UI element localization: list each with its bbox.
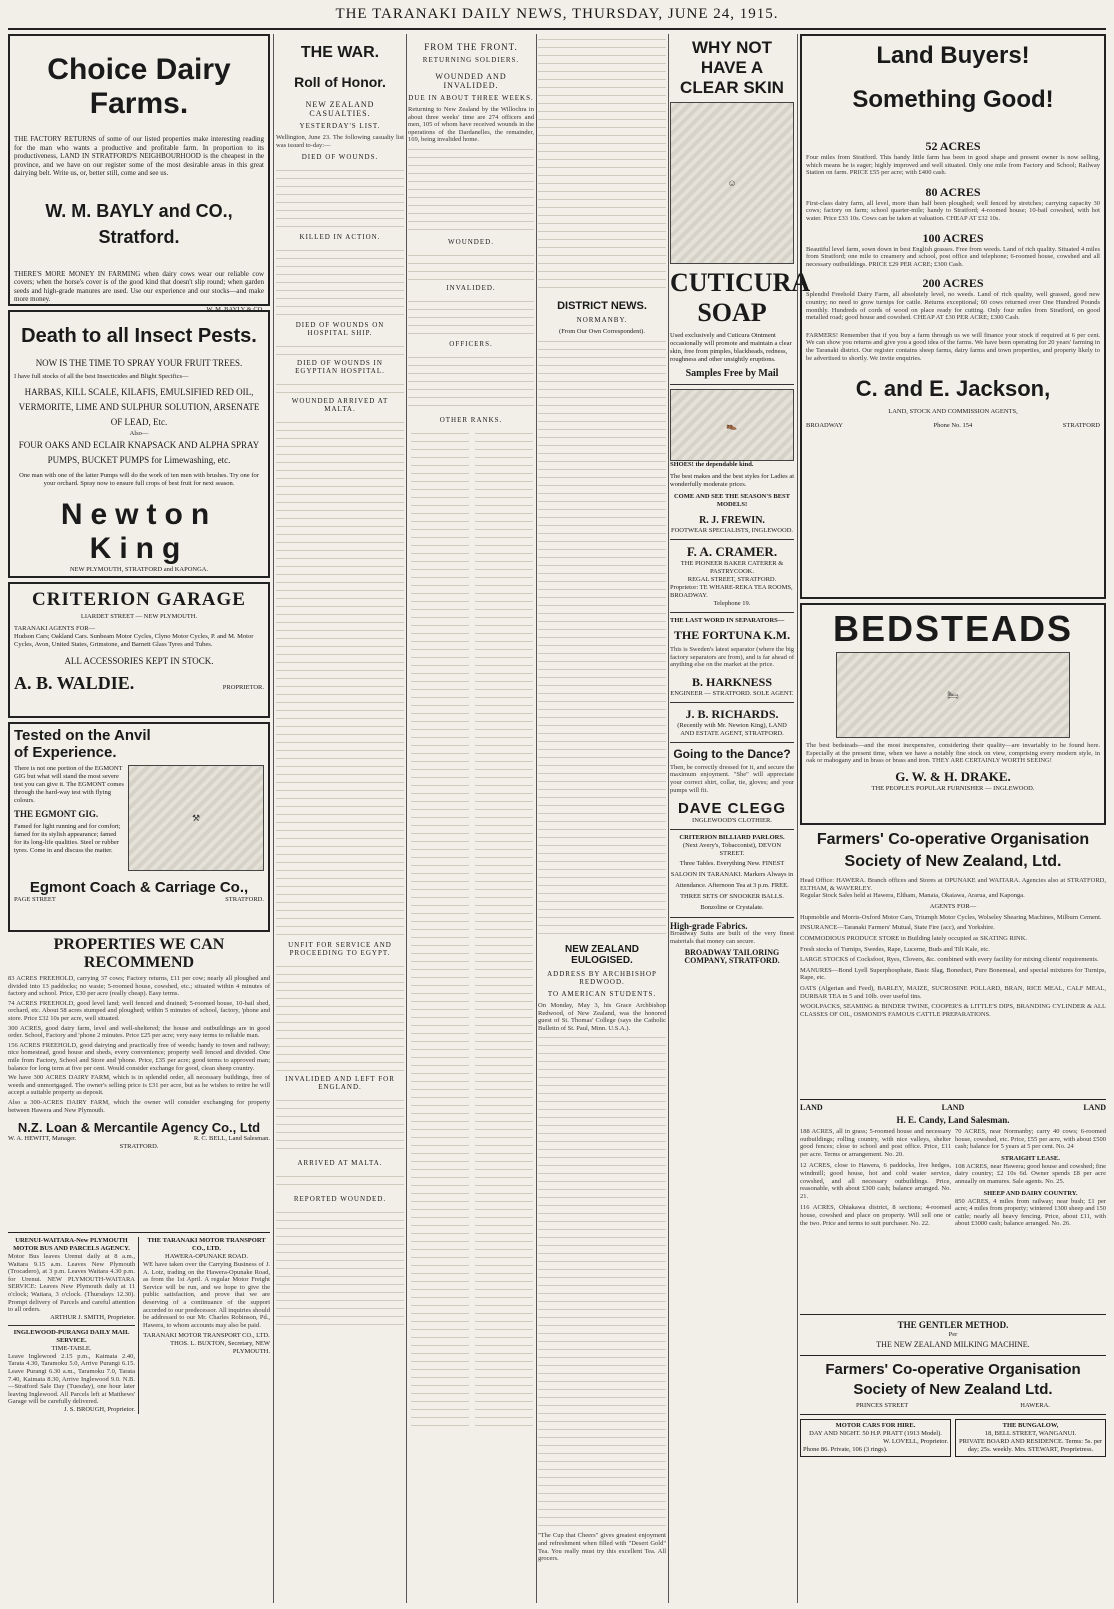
ad-sub: (Recently with Mr. Newton King), LAND AND ESTATE AGENT, STRATFORD. — [677, 721, 787, 737]
ad-street: 18, BELL STREET, WANGANUI. — [984, 1430, 1077, 1437]
ad-firm: TARANAKI MOTOR TRANSPORT CO., LTD. — [143, 1332, 270, 1340]
land-item: 12 ACRES, close to Hawera, 6 paddocks, live hedges, windmill; good house, hot and cold water service, cowshed, and all necessary outbuildings. Price, reasonable, with about £300 cash; balance arranged. No. 21. — [800, 1162, 951, 1200]
service-item: WOOLPACKS, SEAMING & BINDER TWINE, COOPER'S & LITTLE'S DIPS, BRANDING CYLINDER & ALL CLASSES OF OIL, OSMOND'S FAMOUS CATTLE PREPARATIONS. — [800, 1003, 1106, 1018]
intro: Returning to New Zealand by the Willochra in about three weeks' time are 274 officers and men, 105 of whom have received wounds in the operations of the Dardanelles, the remainder, 169, being invalided home. — [408, 106, 534, 144]
ad-milking-machine — [800, 1315, 1106, 1356]
ad-sample: Samples Free by Mail — [685, 368, 779, 379]
acres-heading: 80 ACRES — [925, 184, 981, 199]
ad-role: INGLEWOOD'S CLOTHIER. — [692, 817, 772, 825]
ad-cta: COME AND SEE THE SEASON'S BEST MODELS! — [673, 493, 791, 508]
ad-line: One man with one of the latter Pumps will do the work of ten men with brushes. Try one for your orchard. Spray now to ensure full crops of best fruit for next season. — [19, 472, 259, 487]
property-item: Also a 300-ACRES DAIRY FARM, which the owner will consider exchanging for property between Hawera and New Plymouth. — [8, 1098, 270, 1114]
woman-illustration: ☺ — [670, 102, 794, 264]
land-item: 188 ACRES, all in grass; 5-roomed house and necessary outbuildings; rolling country, with nice valleys, shelter good fences; close to school and post office. Price, £11 per acre. Terms or arrangement. No. 20. — [800, 1128, 951, 1158]
ad-body: Famed for light running and for comfort; famed for its stylish appearance; famed for its long-life qualities. Steel or rubber tyres. Come in and discuss the matter. — [14, 823, 121, 854]
land-label: LAND — [1083, 1103, 1106, 1112]
ad-body: Then, be correctly dressed for it, and secure the maximum enjoyment. "She" will appreciate your correct shirt, collar, tie, gloves; and your pumps will fit. — [670, 763, 794, 794]
masthead-rule — [8, 28, 1106, 30]
ad-firm: G. W. & H. DRAKE. — [895, 768, 1011, 784]
ad-firm: F. A. CRAMER. — [686, 544, 778, 559]
ad-firm: C. and E. Jackson, — [855, 376, 1051, 402]
ad-title: THE TARANAKI MOTOR TRANSPORT CO., LTD. — [147, 1237, 266, 1252]
subheadline: Roll of Honor. — [294, 74, 386, 90]
ad-motor-cars — [800, 1419, 951, 1457]
list-heading: WOUNDED ARRIVED AT MALTA. — [291, 397, 389, 414]
ad-title: Land Buyers! — [876, 42, 1030, 69]
land-item: 850 ACRES, 4 miles from railway; near bush; £1 per acre; 4 miles from property; wintered 1300 sheep and 150 cattle; nearly all heavy fencing. Price, about £11, with about £3000 cash; balance arranged. No. 26. — [955, 1197, 1106, 1228]
ad-firm: R. J. FREWIN. — [699, 515, 765, 526]
ad-frewin-shoes — [670, 385, 794, 540]
service-item: LARGE STOCKS of Cocksfoot, Ryes, Clovers, &c. combined with every facility for mixing clients' requirements. — [800, 956, 1099, 964]
ad-cars: Hudson Cars; Oakland Cars. Sunbeam Motor Cycles, Clyno Motor Cycles, P. and M. Motor Cycles, Avon, United States, Grimstone, and Barnett Glass Tyres and Tubes. — [14, 633, 254, 648]
ad-sub: (Next Avery's, Tobacconist), DEVON STREET. — [682, 842, 782, 858]
column-divider — [273, 34, 274, 1603]
ad-body: WE have taken over the Carrying Business of J. A. Lotz, trading on the Hawera-Opunake Road, as from the 1st April. A regular Motor Freight Service will be run, and we hope to give the public satisfaction, and prove that we are deserving of a continuance of the support accorded to our predecessor. All inquiries should be addressed to our Mr. Charles Robinson, Pd., Hawera, to whom accounts may also be paid. — [143, 1261, 270, 1329]
ad-caption: SHOES! the dependable kind. — [670, 461, 754, 468]
ad-town: STRATFORD. — [119, 1143, 159, 1151]
ad-firm: W. M. BAYLY and CO., Stratford. — [45, 200, 233, 247]
ad-note: THERE'S MORE MONEY IN FARMING when dairy cows wear our reliable cow covers; when the horse's cover is of the good kind that doesn't slip round; when garden seeds and high-grade manures are used. Use our experience and our stocks—and make more money. — [14, 269, 264, 303]
ad-line: I have full stocks of all the best Insecticides and Blight Specifics— — [14, 373, 189, 380]
ad-signature: THOS. L. BUXTON, Secretary, NEW PLYMOUTH. — [170, 1340, 270, 1356]
ad-signature: W. M. BAYLY & CO. — [206, 305, 264, 313]
ad-firm: N.Z. Loan & Mercantile Agency Co., Ltd — [17, 1120, 261, 1136]
ad-firm: B. HARKNESS — [691, 674, 773, 689]
column-2-war — [276, 34, 404, 1603]
ad-line: FOUR OAKS AND ECLAIR KNAPSACK AND ALPHA SPRAY PUMPS, BUCKET PUMPS for Limewashing, etc. — [18, 440, 260, 465]
section-heading: YESTERDAY'S LIST. — [299, 122, 381, 130]
ad-properties — [8, 936, 270, 1233]
ad-sub: LAND, STOCK AND COMMISSION AGENTS, — [888, 408, 1018, 416]
column-1 — [8, 34, 270, 1603]
ad-salesman: H. E. Candy, Land Salesman. — [896, 1115, 1010, 1125]
ad-title: URENUI-WAITARA-New PLYMOUTH MOTOR BUS AND PARCELS AGENCY. — [13, 1237, 130, 1252]
ad-egmont-gig — [8, 722, 270, 932]
section-heading: DUE IN ABOUT THREE WEEKS. — [408, 94, 534, 102]
list-heading: OTHER RANKS. — [439, 415, 503, 424]
headline: THE WAR. — [300, 44, 380, 61]
ad-manager: W. A. HEWITT, Manager. — [8, 1135, 77, 1143]
headline: FROM THE FRONT. — [424, 42, 518, 52]
ad-firm: Newton King — [60, 498, 218, 565]
ad-title: THE BUNGALOW, — [1002, 1422, 1059, 1429]
service-item: MANURES—Bond Lyell Superphosphate, Basic Slag, Boneduct, Pure Bonemeal, and special mixtures for Turnips, Rape, etc. — [800, 966, 1106, 982]
ad-land-candy — [800, 1100, 1106, 1315]
property-item: 156 ACRES FREEHOLD, good dairying and practically free of weeds; handy to town and railway; nice homestead, good house and sheds, every convenience; property well fenced and divided. One mile from Factory, School and Store and 'phone. Price, £35 per acre; good terms to approved man; balance for long term at five per cent. Would consider exchange for good, clean sheep country. — [8, 1041, 270, 1072]
ad-body: The best bedsteads—and the most inexpensive, considering their quality—are invariably to be found here. Especially at the present time, when we have a notably fine stock on view, comprising every modern style, in oak or mahogany and in brass or brass and iron. THEY ARE CERTAINLY WORTH SEEING! — [806, 742, 1100, 765]
list-heading: OFFICERS. — [449, 339, 493, 348]
land-subheading: STRAIGHT LEASE. — [1001, 1154, 1060, 1162]
ad-town: STRATFORD. — [225, 896, 264, 903]
ad-body: Leave Inglewood 2.15 p.m., Kaimata 2.40, Tarata 4.30, Taramoku 5.0, Arrive Purangi 6.15. Leave Purangi 6.30 a.m., Taramoku 7.0, Tarata 7.40, Kaimata 8.30, Arrive Inglewood 9.0. N.B.—Stratford Sale Day (Tuesday), one hour later leaving Inglewood. All Parcels left at Matthews' Garage will be carefully delivered. — [8, 1352, 135, 1406]
ad-title: Going to the Dance? — [673, 746, 791, 761]
ad-fortuna — [670, 613, 794, 703]
acres-body: Beautiful level farm, sown down in best English grasses. Free from weeds. Land of rich quality. Situated 4 miles from Stratford; one mile to creamery and school, post office and telephone; 6-roomed house, cowshed and all necessary outbuildings. PRICE £29 PER ACRE; £300 Cash. — [806, 245, 1100, 268]
ad-line: Also— — [129, 430, 149, 437]
ad-street: PAGE STREET — [14, 896, 56, 903]
property-item: 83 ACRES FREEHOLD, carrying 37 cows; Factory returns, £11 per cow; nearly all ploughed and divided into 13 paddocks; no waste; 5-roomed house, cowshed, etc.; situated within 4 minutes of factory and school. Price, £30 per acre (really cheap). Easy terms. — [8, 975, 270, 998]
land-item: 108 ACRES, near Hawera; good house and cowshed; fine dairy country; £2 10s 6d. Owner spends £8 per acre annually on manures. Sale agents. No. 25. — [955, 1162, 1106, 1185]
ad-note: FARMERS! Remember that if you buy a farm through us we will finance your stock if required at 6 per cent. We can show you returns and give you a good idea of the farms. We have been operating for 20 years' farming in the Taranaki district. Our register contains sheep farms, dairy farms and town properties, and property likely to be advertised to shortly. We invite enquiries. — [806, 331, 1100, 362]
ad-role: ENGINEER — STRATFORD. SOLE AGENT. — [670, 689, 794, 697]
ad-billiards — [670, 830, 794, 918]
ad-body: Broadway Suits are built of the very finest materials that money can secure. — [670, 930, 794, 945]
ad-body: Used exclusively and Cuticura Ointment occasionally will promote and maintain a clear skin, free from pimples, blackheads, redness, roughness and other unsightly eruptions. — [670, 332, 792, 363]
ad-title: Choice Dairy Farms. — [47, 53, 231, 120]
ad-street: REGAL STREET, STRATFORD. — [687, 576, 777, 583]
ad-motor-bus — [8, 1237, 139, 1414]
byline: (From Our Own Correspondent). — [559, 328, 645, 335]
list-heading: KILLED IN ACTION. — [299, 233, 381, 242]
ad-firm: A. B. WALDIE. — [14, 673, 135, 693]
ad-body: Proprietor: TE WHARE-REKA TEA ROOMS, BROADWAY. — [670, 584, 793, 599]
section-heading: WOUNDED AND INVALIDED. — [435, 72, 507, 90]
ad-salesman: R. C. BELL, Land Salesman. — [193, 1135, 270, 1143]
intro: On Monday, May 3, his Grace Archbishop Redwood, of New Zealand, was the honored guest of St. Thomas' College (says the Catholic Bulletin of St. Paul, Minn. U.S.A.). — [538, 1002, 666, 1032]
ad-per: Per — [948, 1331, 958, 1338]
ad-line: HARBAS, KILL SCALE, KILAFIS, EMULSIFIED RED OIL, VERMORITE, LIME AND SULPHUR SOLUTION, ARSENATE OF LEAD, Etc. — [18, 387, 260, 427]
ad-farmers-cooperative — [800, 829, 1106, 1100]
ad-cuticura — [670, 38, 811, 385]
shoe-illustration: 👞 — [670, 389, 794, 461]
ad-body: This is Sweden's latest separator (where the big factory separators are from), and is far ahead of anything else on the market at the price. — [670, 646, 794, 669]
ad-line: NOW IS THE TIME TO SPRAY YOUR FRUIT TREES. — [35, 358, 243, 368]
ad-title: Tested on the Anvil of Experience. — [14, 727, 151, 761]
ad-title: Death to all Insect Pests. — [21, 325, 257, 347]
ad-offices: Head Office: HAWERA. Branch offices and Stores at OPUNAKE and WAITARA. Agencies also at STRATFORD, ELTHAM, & WAVERLEY. — [800, 877, 1106, 892]
ad-title: MOTOR CARS FOR HIRE. — [835, 1422, 916, 1429]
column-6 — [800, 34, 1106, 1603]
ad-title: BEDSTEADS — [832, 608, 1074, 649]
ad-signature: ARTHUR J. SMITH, Proprietor. — [50, 1313, 135, 1321]
column-divider — [406, 34, 407, 1603]
list-heading: DIED OF WOUNDS ON HOSPITAL SHIP. — [295, 321, 385, 338]
ad-sub: THE PIONEER BAKER CATERER & PASTRYCOOK. — [680, 560, 784, 575]
ad-street: PRINCES STREET — [856, 1402, 909, 1409]
dateline: Wellington, June 23. The following casualty list was issued to-day:— — [276, 134, 404, 149]
acres-heading: 200 ACRES — [922, 276, 984, 291]
service-item: COMMODIOUS PRODUCE STORE in Building lately occupied as SKATING RINK. — [800, 934, 1028, 942]
ad-title: INGLEWOOD-PURANGI DAILY MAIL SERVICE. — [13, 1328, 130, 1344]
ad-body: THE NEW ZEALAND MILKING MACHINE. — [876, 1340, 1030, 1349]
ad-body: Three Tables. Everything New. FINEST SALOON IN TARANAKI. Markers Always in Attendance. Afternoon Tea at 3 p.m. FREE. THREE SETS OF SNOOKER BALLS. Bonzoline or Crystalate. — [670, 860, 794, 912]
ad-accessories: ALL ACCESSORIES KEPT IN STOCK. — [64, 656, 214, 666]
ad-role: FOOTWEAR SPECIALISTS, INGLEWOOD. — [670, 527, 794, 534]
ad-title: High-grade Fabrics. — [670, 921, 748, 932]
ad-body: PRIVATE BOARD AND RESIDENCE. Terms: 5s. per day; 25s. weekly. Mrs. STEWART, Proprietress. — [958, 1438, 1103, 1453]
ad-title: CRITERION BILLIARD PARLORS. — [679, 834, 785, 842]
ad-insect-pests — [8, 310, 270, 578]
acres-heading: 100 ACRES — [922, 230, 984, 245]
ad-dave-clegg — [670, 743, 794, 830]
ad-signature: J. S. BROUGH, Proprietor. — [64, 1405, 135, 1413]
subheadline: TO AMERICAN STUDENTS. — [547, 990, 657, 998]
service-item: Fresh stocks of Turnips, Swedes, Rape, Lucerne, Buds and Tilt Kale, etc. — [800, 945, 990, 953]
ad-street: LIARDET STREET — NEW PLYMOUTH. — [80, 613, 198, 620]
ad-street: BROADWAY — [806, 422, 843, 430]
land-item: 70 ACRES, near Normanby; carry 40 cows; 6-roomed house, cowshed, etc. Price, £55 per acre, with about £500 cash; balance for 5 years at 5 per cent. No. 24 — [955, 1128, 1106, 1151]
ad-motor-transport — [143, 1237, 270, 1414]
ad-body: THE FACTORY RETURNS of some of our listed properties make interesting reading for the man who wants a productive and profitable farm. In proportion to its productiveness, LAND IN STRATFORD'S NEIGHBOURHOOD is the cheapest in the province, and we have on our register some of the most desirable areas in this great dairying belt. Write us, or, better still, come and see us. — [14, 135, 264, 177]
headline: NEW ZEALAND EULOGISED. — [565, 944, 639, 966]
bottom-ads — [800, 1419, 1106, 1457]
ad-title: PROPERTIES WE CAN RECOMMEND — [53, 936, 225, 971]
subheadline: RETURNING SOLDIERS. — [422, 56, 520, 64]
ad-sub: THE EGMONT GIG. — [14, 809, 99, 819]
property-item: 74 ACRES FREEHOLD, good level land; well fenced and drained; 5-roomed house, 10-bail shed, orchard, etc. About 58 acres stumped and ploughed; within 5 minutes of school, factory, 'phone and store. Price £32 10s per acre, well situated. — [8, 999, 270, 1022]
ad-title: Farmers' Co-operative Organisation Society of New Zealand Ltd. — [825, 1361, 1081, 1398]
ad-agents: AGENTS FOR— — [929, 902, 977, 910]
ad-body: DAY AND NIGHT. 50 H.P. PRATT (1913 Model). — [809, 1430, 942, 1437]
ad-brand: CUTICURA SOAP — [670, 268, 811, 327]
ad-land-buyers — [800, 34, 1106, 599]
ad-signature: W. LOVELL, Proprietor. — [883, 1438, 948, 1445]
ad-firm: J. B. RICHARDS. — [685, 706, 779, 721]
column-5 — [670, 34, 811, 1603]
land-subheading: SHEEP AND DAIRY COUNTRY. — [983, 1189, 1078, 1197]
land-item: 116 ACRES, Ohiakawa district, 8 sections; 4-roomed house, cowshed and place on property. Will sell one or the two. Price and terms to suit purchaser. No. 22. — [800, 1204, 951, 1227]
list-heading: WOUNDED. — [448, 237, 494, 246]
ad-title: WHY NOT HAVE A CLEAR SKIN — [680, 38, 784, 97]
property-item: We have 300 ACRES DAIRY FARM, which is in splendid order, all necessary buildings, free of weeds and unmortgaged. The owner's selling price is £31 per acre, but as he wishes to retire he will accept a suitable property as deposit. — [8, 1074, 270, 1097]
ad-phone: Phone No. 154 — [933, 422, 973, 430]
headline: DISTRICT NEWS. — [557, 300, 647, 312]
ad-criterion-garage — [8, 582, 270, 718]
ad-broadway-tailoring — [670, 918, 794, 969]
ad-firm: DAVE CLEGG — [677, 800, 787, 818]
land-label: LAND — [941, 1103, 965, 1112]
subheadline: NORMANBY. — [576, 316, 628, 324]
ad-cramer — [670, 540, 794, 613]
ad-body: Motor Bus leaves Urenui daily at 8 a.m., Waitara 9.15 a.m. Leaves New Plymouth (Trocadero), at 3 p.m. Leaves Waitara 4.30 p.m. for Urenui. NEW PLYMOUTH-WAITARA SERVICE: Leaves New Plymouth daily at 11 o'clock; Waitara, 3 o'clock. (Thursdays 12.30). Prompt delivery of Parcels and careful attention to all orders. — [8, 1253, 135, 1314]
column-divider — [668, 34, 669, 1603]
ad-firm: BROADWAY TAILORING COMPANY, STRATFORD. — [684, 948, 780, 966]
ad-role: PROPRIETOR. — [222, 684, 264, 691]
ad-phone: Phone 86. Private, 106 (3 rings). — [803, 1446, 888, 1453]
acres-body: First-class dairy farm, all level, more than half been ploughed; well fenced by stretches; carrying capacity 30 cows; factory on farm; school quarter-mile; handy to Stratford; 4-roomed house; 10-bail cowshed, with hot water. Price £33 10s. Cows can be taken at valuation. CHEAP AT £32 10s. — [806, 199, 1100, 222]
column-3-front — [408, 34, 534, 1603]
ad-sub: HAWERA-OPUNAKE ROAD. — [165, 1253, 248, 1260]
blacksmith-illustration: ⚒ — [128, 765, 264, 871]
ad-sales: Regular Stock Sales held at Hawera, Eltham, Manaia, Okaiawa, Ararua, and Kaponga. — [800, 892, 1025, 900]
land-label: LAND — [800, 1103, 823, 1112]
list-heading: REPORTED WOUNDED. — [293, 1195, 387, 1204]
list-heading: DIED OF WOUNDS IN EGYPTIAN HOSPITAL. — [295, 359, 385, 376]
ad-richards — [670, 703, 794, 743]
ad-body: There is not one portion of the EGMONT GIG but what will stand the most severe test you can give it. The EGMONT comes through the hard-way test with flying colours. — [14, 765, 124, 804]
ad-farmers-cooperative-2 — [800, 1356, 1106, 1415]
ad-title: Farmers' Co-operative Organisation Society of New Zealand, Ltd. — [816, 831, 1090, 870]
section-heading: NEW ZEALAND CASUALTIES. — [305, 100, 375, 118]
ad-places: NEW PLYMOUTH, STRATFORD and KAPONGA. — [69, 566, 209, 573]
ad-bungalow — [955, 1419, 1106, 1457]
closing-ad: "The Cup that Cheers" gives greatest enjoyment and refreshment when filled with "Desert Gold" Tea. You really must try this excellent Tea. All grocers. — [538, 1532, 666, 1563]
list-heading: INVALIDED AND LEFT FOR ENGLAND. — [285, 1075, 395, 1092]
subheadline: ADDRESS BY ARCHBISHOP REDWOOD. — [547, 970, 657, 986]
ad-phone: Telephone 19. — [713, 600, 751, 607]
ad-body: The best makes and the best styles for Ladies at wonderfully moderate prices. — [670, 473, 795, 488]
column-divider — [536, 34, 537, 1603]
list-heading: UNFIT FOR SERVICE AND PROCEEDING TO EGYPT. — [288, 941, 392, 958]
ad-brand: THE FORTUNA K.M. — [673, 628, 791, 642]
ad-title: THE LAST WORD IN SEPARATORS— — [670, 617, 785, 624]
service-item: OATS (Algerian and Feed), BARLEY, MAIZE, SUCROSINE POLLARD, BRAN, RICE MEAL, CALF MEAL, DURBAR TEA in 5 and 10lb. over useful tins. — [800, 984, 1106, 1000]
ad-subtitle: Something Good! — [852, 86, 1054, 113]
ad-town: HAWERA. — [1020, 1402, 1050, 1409]
list-heading: DIED OF WOUNDS. — [301, 153, 379, 162]
list-heading: INVALIDED. — [446, 283, 496, 292]
ad-choice-dairy-farms — [8, 34, 270, 313]
bedstead-illustration: 🛏 — [836, 652, 1070, 738]
ad-timetable: TIME-TABLE. — [51, 1344, 92, 1352]
ad-agents: TARANAKI AGENTS FOR— — [14, 625, 96, 632]
column-4-district-news — [538, 34, 666, 1603]
transport-ads — [8, 1237, 270, 1414]
acres-heading: 52 ACRES — [925, 139, 981, 153]
ad-sub: THE PEOPLE'S POPULAR FURNISHER — INGLEWOOD. — [871, 784, 1035, 792]
property-item: 300 ACRES, good dairy farm, level and well-sheltered; the house and outbuildings are in good order. School, Factory and 'phone 2 minutes. Price £25 per acre; very easy terms to reliable man. — [8, 1024, 270, 1040]
service-item: INSURANCE—Taranaki Farmers' Mutual, State Fire (acc), and Yorkshire. — [800, 924, 995, 932]
ad-title: CRITERION GARAGE — [32, 589, 246, 610]
ad-firm: Egmont Coach & Carriage Co., — [29, 879, 249, 896]
ad-title: THE GENTLER METHOD. — [897, 1320, 1009, 1330]
ad-bedsteads — [800, 603, 1106, 825]
service-item: Hupmobile and Morris-Oxford Motor Cars, Triumph Motor Cycles, Wolseley Shearing Machines, Milburn Cement. — [800, 913, 1102, 921]
masthead: THE TARANAKI DAILY NEWS, THURSDAY, JUNE 24, 1915. — [335, 6, 779, 22]
ad-town: STRATFORD — [1062, 422, 1100, 430]
acres-body: Four miles from Stratford. This handy little farm has been in good shape and present owner is now selling, which means he is eager; highly improved and well situated. Only one mile from Factory and School; Railway Station on farm. PRICE £55 per acre; with £400 cash. — [806, 154, 1100, 177]
list-heading: ARRIVED AT MALTA. — [297, 1159, 383, 1168]
acres-body: Splendid Freehold Dairy Farm, all absolutely level, no weeds. Land of rich quality, well grassed, good new country; no need to grow turnips for cattle. Returns exceptional; 60 cows returned over One Hundred Pounds monthly. Hundreds of cords of wood on place ready for cutting. Only four miles from Stratford, on good metalled road; good house and cowshed. CHEAP AT £30 PER ACRE; £300 Cash. — [806, 291, 1100, 322]
